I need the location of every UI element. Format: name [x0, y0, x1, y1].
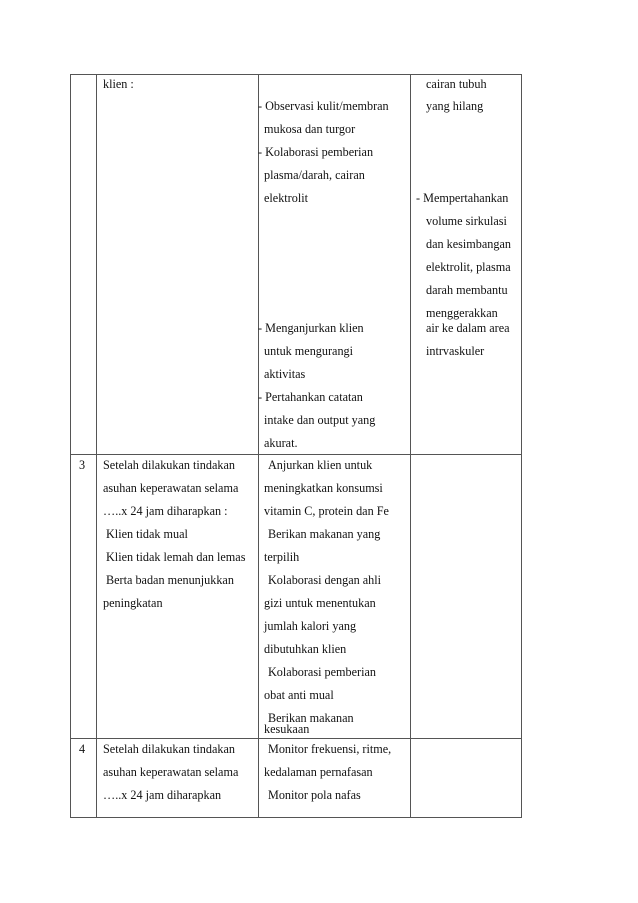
row3-intervention-line: dibutuhkan klien	[264, 642, 347, 656]
row4-intervention-line: Monitor frekuensi, ritme,	[268, 742, 392, 756]
row-number: 4	[79, 742, 86, 756]
row3-intervention-line: Berikan makanan	[268, 711, 354, 725]
column-divider-3	[410, 74, 411, 818]
row3-intervention-line: meningkatkan konsumsi	[264, 481, 383, 495]
row3-intervention-line: gizi untuk menentukan	[264, 596, 376, 610]
row3-intervention-line: Kolaborasi pemberian	[268, 665, 376, 679]
row3-intervention-line: terpilih	[264, 550, 300, 564]
row1-rationale-line: intrvaskuler	[426, 344, 485, 358]
row1-intervention-line: plasma/darah, cairan	[264, 168, 365, 182]
row1-intervention-line: - Menganjurkan klien	[258, 321, 364, 335]
row1-intervention-line: akurat.	[264, 436, 298, 450]
row3-intervention-line: obat anti mual	[264, 688, 334, 702]
row1-rationale-line: menggerakkan	[426, 306, 498, 320]
row1-rationale-line: darah membantu	[426, 283, 508, 297]
row3-goal-line: Klien tidak mual	[106, 527, 188, 541]
row3-intervention-line: Kolaborasi dengan ahli	[268, 573, 382, 587]
row1-rationale-line: elektrolit, plasma	[426, 260, 511, 274]
row3-intervention-line: vitamin C, protein dan Fe	[264, 504, 389, 518]
row1-intervention-line: - Observasi kulit/membran	[258, 99, 389, 113]
table-border-left	[70, 74, 71, 818]
column-divider-2	[258, 74, 259, 818]
row1-intervention-line: - Kolaborasi pemberian	[258, 145, 374, 159]
row3-goal-line: asuhan keperawatan selama	[103, 481, 239, 495]
row3-intervention-line: jumlah kalori yang	[264, 619, 357, 633]
row3-goal-line: Berta badan menunjukkan	[106, 573, 234, 587]
table-border-right	[521, 74, 522, 818]
row4-goal-line: Setelah dilakukan tindakan	[103, 742, 235, 756]
row3-goal-line: Klien tidak lemah dan lemas	[106, 550, 246, 564]
row3-intervention-line: kesukaan	[264, 722, 310, 736]
table-border-bottom	[70, 817, 522, 818]
row1-rationale-line: cairan tubuh	[426, 77, 487, 91]
row1-intervention-line: aktivitas	[264, 367, 306, 381]
row1-rationale-line: air ke dalam area	[426, 321, 510, 335]
row1-rationale-line: dan kesimbangan	[426, 237, 511, 251]
row4-goal-line: …..x 24 jam diharapkan	[103, 788, 222, 802]
row3-intervention-line: Berikan makanan yang	[268, 527, 381, 541]
row1-intervention-line: untuk mengurangi	[264, 344, 354, 358]
row1-intervention-line: elektrolit	[264, 191, 308, 205]
row4-intervention-line: kedalaman pernafasan	[264, 765, 373, 779]
row-number: 3	[79, 458, 86, 472]
row3-goal-line: …..x 24 jam diharapkan :	[103, 504, 228, 518]
column-divider-1	[96, 74, 97, 818]
row1-intervention-line: - Pertahankan catatan	[258, 390, 363, 404]
row1-intervention-line: intake dan output yang	[264, 413, 376, 427]
row4-intervention-line: Monitor pola nafas	[268, 788, 361, 802]
row1-rationale-line: yang hilang	[426, 99, 484, 113]
row1-rationale-line: - Mempertahankan	[416, 191, 509, 205]
row1-goal-text: klien :	[103, 77, 134, 91]
row3-goal-line: Setelah dilakukan tindakan	[103, 458, 235, 472]
row1-intervention-line: mukosa dan turgor	[264, 122, 356, 136]
row3-goal-line: peningkatan	[103, 596, 163, 610]
row4-goal-line: asuhan keperawatan selama	[103, 765, 239, 779]
row3-intervention-line: Anjurkan klien untuk	[268, 458, 373, 472]
row1-rationale-line: volume sirkulasi	[426, 214, 507, 228]
